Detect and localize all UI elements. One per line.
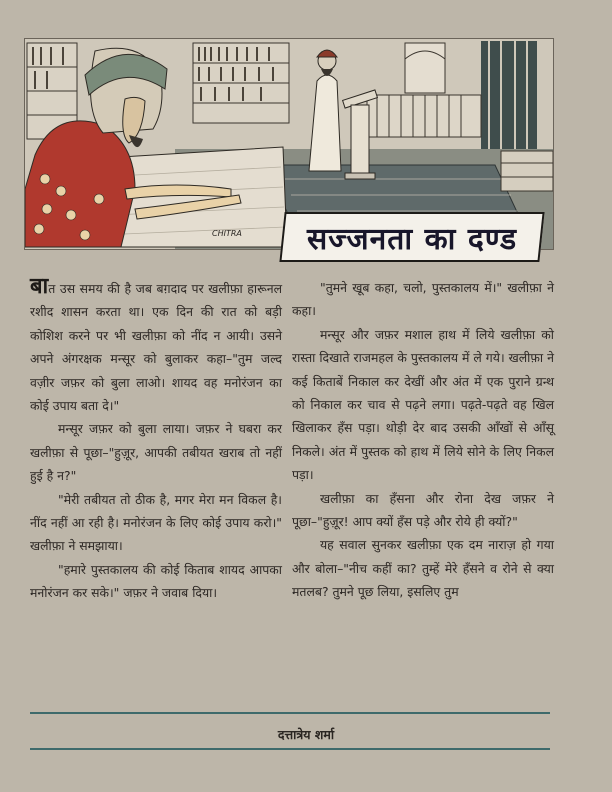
author-name: दत्तात्रेय शर्मा [277, 727, 335, 742]
story-title-banner [279, 212, 544, 262]
paragraph: मन्सूर जफ़र को बुला लाया। जफ़र ने घबरा कर खलीफ़ा से पूछा–"हुज़ूर, आपकी तबीयत खराब तो नहीं हुई है न?" [30, 421, 282, 484]
paragraph [30, 276, 282, 417]
right-column [292, 276, 554, 604]
paragraph: "मेरी तबीयत तो ठीक है, मगर मेरा मन विकल है। नींद नहीं आ रही है। मनोरंजन के लिए कोई उपाय करो।" खलीफ़ा ने समझाया। [30, 491, 282, 554]
divider-bottom [30, 748, 550, 750]
dropcap: बा [30, 274, 49, 299]
paragraph: यह सवाल सुनकर खलीफ़ा एक दम नाराज़ हो गया और बोला–"नीच कहीं का? तुम्हें मेरे हँसने व रोने से क्या मतलब? तुमने पूछ लिया, इसलिए तुम [292, 537, 554, 600]
paragraph: मन्सूर और जफ़र मशाल हाथ में लिये खलीफ़ा को रास्ता दिखाते राजमहल के पुस्तकालय में ले गये। खलीफ़ा ने कई किताबें निकाल कर देखीं और अंत में एक पुराने ग्रन्थ को निकाल कर चाव से पढ़ने लगा। पढ़ते-पढ़ते वह खिल खिलाकर हँस पड़ा। थोड़ी देर बाद उसकी आँखों से आँसू निकले। अंत में पुस्तक को हाथ में लिये सोने के लिए निकल पड़ा। [292, 326, 554, 483]
left-column [30, 276, 282, 605]
paragraph: खलीफ़ा का हँसना और रोना देख जफ़र ने पूछा–"हुज़ूर! आप क्यों हँस पड़े और रोये ही क्यों?" [292, 490, 554, 530]
divider-top [30, 712, 550, 714]
paragraph: "हमारे पुस्तकालय की कोई किताब शायद आपका मनोरंजन कर सके।" जफ़र ने जवाब दिया। [30, 561, 282, 601]
paragraph: "तुमने खूब कहा, चलो, पुस्तकालय में।" खलीफ़ा ने कहा। [292, 280, 554, 319]
story-title: सज्जनता का दण्ड [306, 221, 518, 257]
illustrator-signature: CHITRA [212, 229, 242, 238]
paragraph-text: त उस समय की है जब बग़दाद पर खलीफ़ा हारूनल रशीद शासन करता था। एक दिन की रात को बड़ी कोशिश करने पर भी खलीफ़ा को नींद न आयी। उसने अपने अंगरक्षक मन्सूर को बुलाकर कहा–"तुम जल्द वज़ीर जफ़र को बुला लाओ। शायद वह मनोरंजन का कोई उपाय बता दे।" [30, 281, 282, 414]
